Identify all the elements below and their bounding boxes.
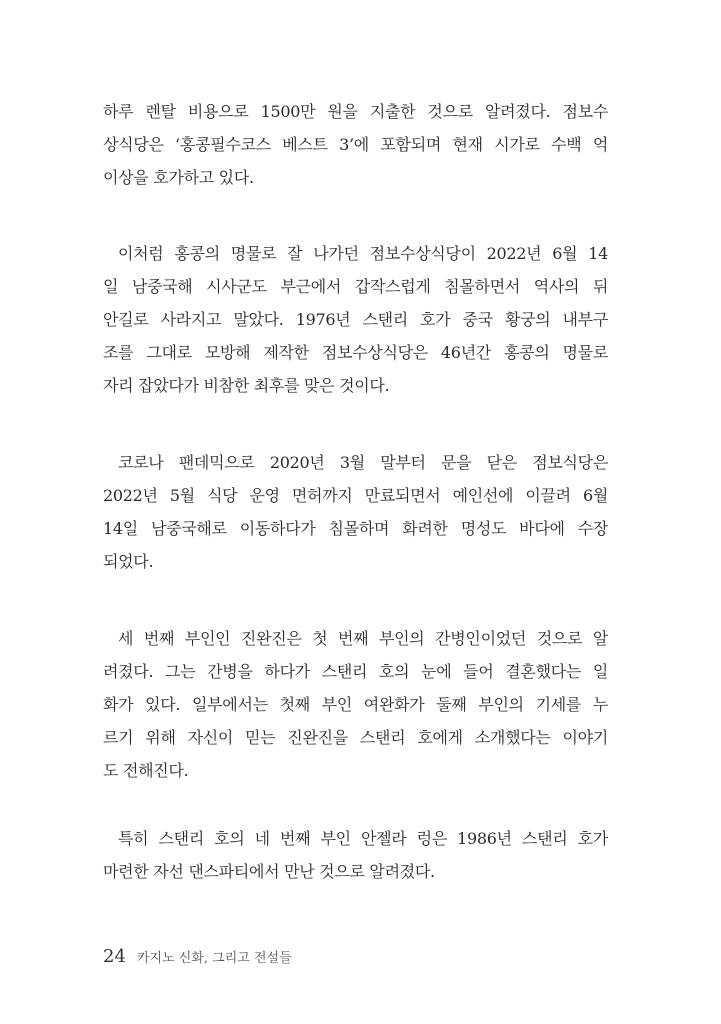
running-title: 카지노 신화, 그리고 전설들 [137, 951, 292, 966]
page-number: 24 [103, 946, 126, 967]
text-line: 일 남중국해 시사군도 부근에서 갑작스럽게 침몰하면서 역사의 뒤 [103, 277, 608, 296]
text-line: 세 번째 부인인 진완진은 첫 번째 부인의 간병인이었던 것으로 알 [118, 629, 608, 648]
text-line: 하루 렌탈 비용으로 1500만 원을 지출한 것으로 알려졌다. 점보수 [103, 102, 608, 121]
text-line: 2022년 5월 식당 운영 면허까지 만료되면서 예인선에 이끌려 6월 [103, 486, 608, 505]
paragraph-4 [103, 622, 608, 787]
paragraph-5 [103, 822, 608, 888]
page-footer [103, 944, 292, 970]
text-line: 14일 남중국해로 이동하다가 침몰하며 화려한 명성도 바다에 수장 [103, 519, 608, 538]
text-line: 자리 잡았다가 비참한 최후를 맞은 것이다. [103, 376, 390, 395]
text-line: 이상을 호가하고 있다. [103, 168, 254, 187]
text-line: 려졌다. 그는 간병을 하다가 스탠리 호의 눈에 들어 결혼했다는 일 [103, 662, 608, 681]
text-line: 특히 스탠리 호의 네 번째 부인 안젤라 렁은 1986년 스탠리 호가 [118, 829, 608, 848]
text-line: 도 전해진다. [103, 761, 189, 780]
text-line: 조를 그대로 모방해 제작한 점보수상식당은 46년간 홍콩의 명물로 [103, 343, 608, 362]
text-line: 되었다. [103, 552, 154, 571]
text-line: 상식당은 ‘홍콩필수코스 베스트 3’에 포함되며 현재 시가로 수백 억 [103, 135, 608, 154]
text-line: 코로나 팬데믹으로 2020년 3월 말부터 문을 닫은 점보식당은 [118, 453, 608, 472]
text-line: 화가 있다. 일부에서는 첫째 부인 여완화가 둘째 부인의 기세를 누 [103, 695, 608, 714]
paragraph-1 [103, 95, 608, 194]
text-line: 마련한 자선 댄스파티에서 만난 것으로 알려졌다. [103, 862, 435, 881]
paragraph-3 [103, 446, 608, 578]
text-line: 르기 위해 자신이 믿는 진완진을 스탠리 호에게 소개했다는 이야기 [103, 728, 608, 747]
paragraph-2 [103, 237, 608, 402]
text-line: 안길로 사라지고 말았다. 1976년 스탠리 호가 중국 황궁의 내부구 [103, 310, 608, 329]
text-line: 이처럼 홍콩의 명물로 잘 나가던 점보수상식당이 2022년 6월 14 [118, 244, 608, 263]
